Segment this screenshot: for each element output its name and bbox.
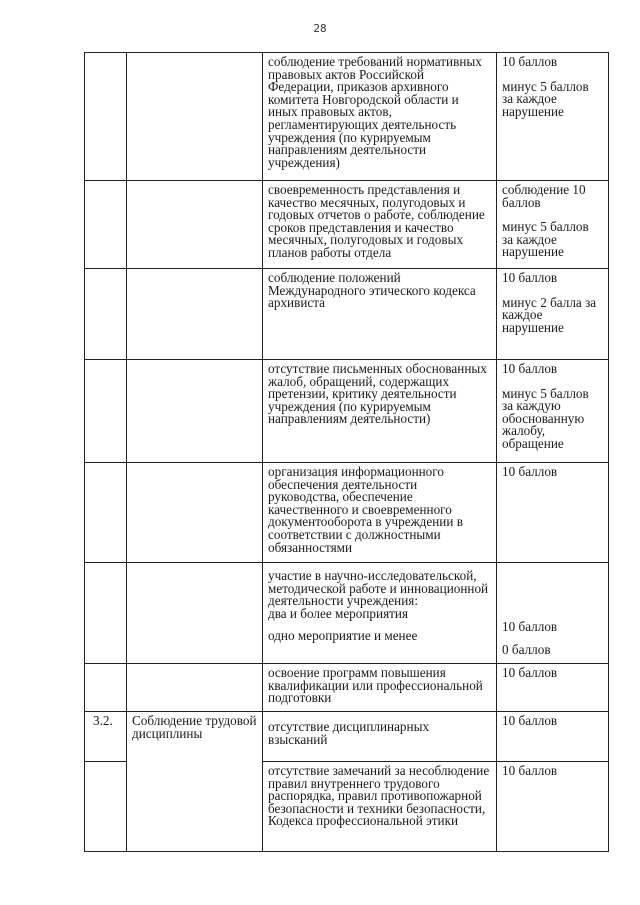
- table-row: [85, 181, 609, 269]
- score-cell: [497, 463, 609, 563]
- score-value: 10 баллов: [502, 713, 558, 728]
- row-number-cell: [85, 762, 127, 852]
- score-cell: [497, 360, 609, 463]
- page-number: 28: [313, 22, 327, 35]
- score-cell: [497, 712, 609, 762]
- score-cell: [497, 53, 609, 181]
- score-cell: [497, 269, 609, 360]
- indicator-name-cell: [127, 269, 263, 360]
- table-row: [85, 563, 609, 664]
- score-cell: [497, 181, 609, 269]
- score-value: 10 баллов: [502, 361, 558, 376]
- sub-option: одно мероприятие и менее: [268, 628, 418, 644]
- criterion-text: участие в научно-исследовательской, методической работе и инновационной деятельности учреждения:: [268, 568, 489, 609]
- criterion-cell: своевременность представления и качество месячных, полугодовых и годовых отчетов о работе, соблюдение сроков представления и качество месячных, полугодовых и годовых планов работы отдела: [263, 181, 497, 269]
- table-row: [85, 664, 609, 712]
- indicator-name-cell: [127, 463, 263, 563]
- criterion-cell: соблюдение положений Международного этического кодекса архивиста: [263, 269, 497, 360]
- indicator-name-cell: [127, 664, 263, 712]
- criteria-table: [84, 52, 609, 852]
- row-number-cell: [85, 181, 127, 269]
- criterion-cell: соблюдение требований нормативных правовых актов Российской Федерации, приказов архивного комитета Новгородской области и иных правовых актов, регламентирующих деятельность учреждения (по курируемым направлениям деятельности учреждения): [263, 53, 497, 181]
- indicator-name-cell: [127, 181, 263, 269]
- table-row: [85, 269, 609, 360]
- indicator-name-cell: [127, 762, 263, 852]
- table-row: [85, 762, 609, 852]
- indicator-name-cell: Соблюдение трудовой дисциплины: [127, 712, 263, 762]
- row-number-cell: [85, 463, 127, 563]
- criterion-cell: [263, 712, 497, 762]
- score-value: 10 баллов: [502, 665, 558, 680]
- sub-option: два и более мероприятия: [268, 605, 409, 621]
- indicator-name-cell: [127, 563, 263, 664]
- row-number-cell: [85, 563, 127, 664]
- row-number-cell: [85, 360, 127, 463]
- row-number-cell: 3.2.: [85, 712, 127, 762]
- criterion-cell: отсутствие замечаний за несоблюдение правил внутреннего трудового распорядка, правил противопожарной безопасности и техники безопасности, Кодекса профессиональной этики: [263, 762, 497, 852]
- table-row: [85, 712, 609, 762]
- criterion-cell: освоение программ повышения квалификации или профессиональной подготовки: [263, 664, 497, 712]
- indicator-name-cell: [127, 53, 263, 181]
- score-value: 10 баллов: [502, 464, 558, 479]
- score-value: 10 баллов: [502, 763, 558, 778]
- score-penalty: минус 2 балла за каждое нарушение: [502, 294, 597, 335]
- table-row: [85, 463, 609, 563]
- indicator-name-cell: [127, 360, 263, 463]
- score-penalty: минус 5 баллов за каждое нарушение: [502, 219, 589, 260]
- criterion-text: отсутствие дисциплинарных взысканий: [268, 719, 430, 747]
- score-cell: [497, 563, 609, 664]
- score-value: 10 баллов: [502, 270, 558, 285]
- sub-option-score: 0 баллов: [502, 641, 551, 657]
- score-value: соблюдение 10 баллов: [502, 182, 586, 210]
- score-penalty: минус 5 баллов за каждое нарушение: [502, 78, 589, 119]
- score-cell: [497, 664, 609, 712]
- row-number-cell: [85, 269, 127, 360]
- table-row: [85, 360, 609, 463]
- criterion-cell: организация информационного обеспечения деятельности руководства, обеспечение качественного и своевременного документооборота в учреждении в соответствии с должностными обязанностями: [263, 463, 497, 563]
- score-cell: [497, 762, 609, 852]
- sub-option-score: 10 баллов: [502, 619, 558, 634]
- score-penalty: минус 5 баллов за каждую обоснованную жалобу, обращение: [502, 385, 589, 451]
- row-number-cell: [85, 664, 127, 712]
- criterion-cell: отсутствие письменных обоснованных жалоб, обращений, содержащих претензии, критику деятельности учреждения (по курируемым направлениям деятельности): [263, 360, 497, 463]
- row-number-cell: [85, 53, 127, 181]
- table-row: [85, 53, 609, 181]
- score-value: 10 баллов: [502, 54, 558, 69]
- criterion-cell: [263, 563, 497, 664]
